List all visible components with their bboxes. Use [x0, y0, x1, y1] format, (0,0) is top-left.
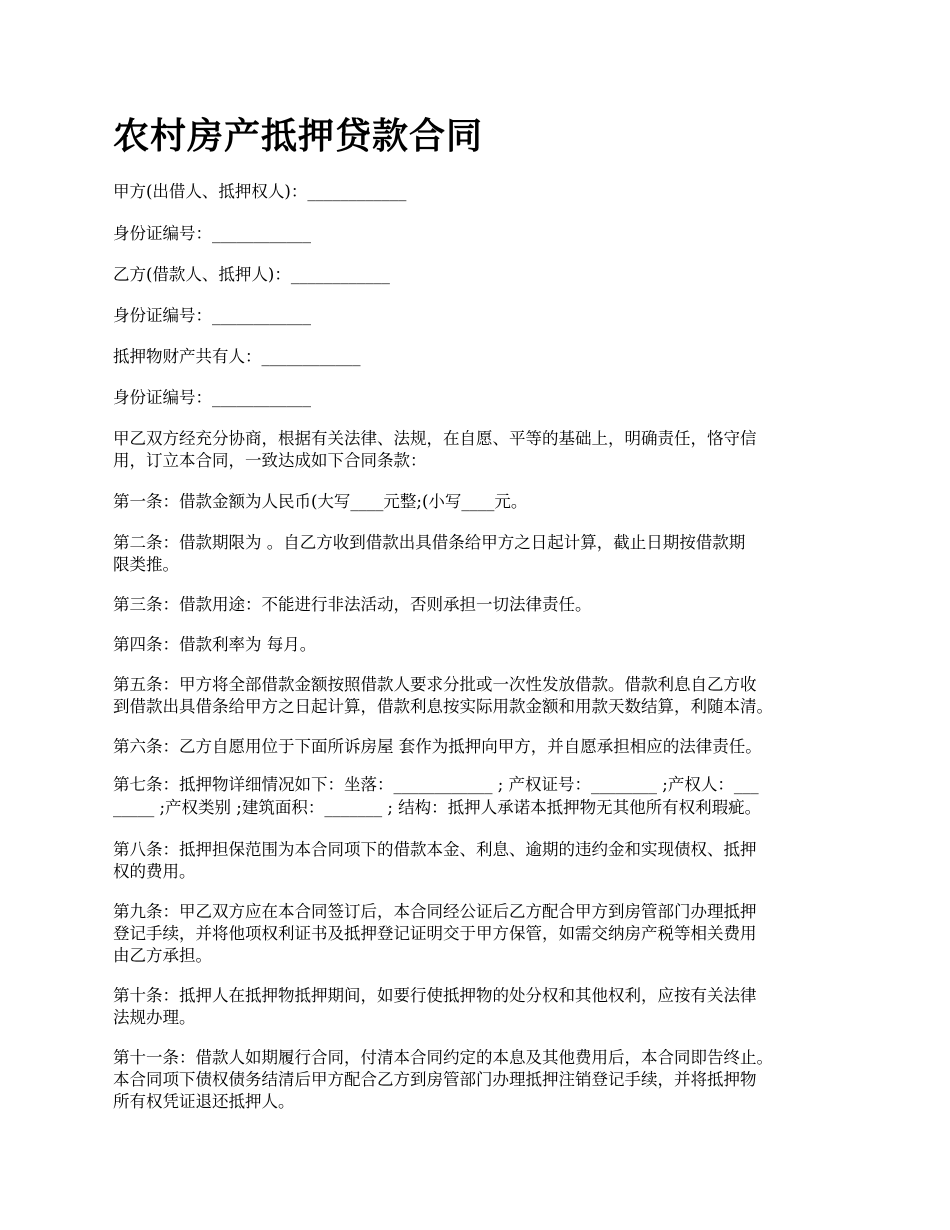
article-8-line-2: 权的费用。: [113, 862, 196, 881]
article-6-line-1: 第六条：乙方自愿用位于下面所诉房屋 套作为抵押向甲方，并自愿承担相应的法律责任。: [113, 737, 762, 756]
article-5-line-2: 到借款出具借条给甲方之日起计算，借款利息按实际用款金额和用款天数结算，利随本清。: [113, 697, 773, 716]
article-1-line-1: 第一条：借款金额为人民币(大写____元整;(小写____元。: [113, 492, 528, 511]
article-3-line-1: 第三条：借款用途：不能进行非法活动，否则承担一切法律责任。: [113, 595, 592, 614]
article-7-line-1: 第七条：抵押物详细情况如下：坐落：____________ ; 产权证号：________ ;产权人：___: [113, 775, 759, 794]
article-8-line-1: 第八条：抵押担保范围为本合同项下的借款本金、利息、逾期的违约金和实现债权、抵押: [113, 840, 757, 859]
party-a-id-line: 身份证编号：____________: [113, 224, 311, 243]
party-a-line: 甲方(出借人、抵押权人)：____________: [113, 182, 407, 201]
intro-line-1: 甲乙双方经充分协商，根据有关法律、法规，在自愿、平等的基础上，明确责任，恪守信: [113, 429, 757, 448]
co-owner-line: 抵押物财产共有人：____________: [113, 347, 361, 366]
article-4-line-1: 第四条：借款利率为 每月。: [113, 635, 317, 654]
article-11-line-1: 第十一条：借款人如期履行合同，付清本合同约定的本息及其他费用后，本合同即告终止。: [113, 1048, 773, 1067]
article-11-line-2: 本合同项下债权债务结清后甲方配合乙方到房管部门办理抵押注销登记手续，并将抵押物: [113, 1070, 757, 1089]
co-owner-id-line: 身份证编号：____________: [113, 388, 311, 407]
article-5-line-1: 第五条：甲方将全部借款金额按照借款人要求分批或一次性发放借款。借款利息自乙方收: [113, 675, 757, 694]
article-10-line-1: 第十条：抵押人在抵押物抵押期间，如要行使抵押物的处分权和其他权利，应按有关法律: [113, 986, 757, 1005]
article-2-line-1: 第二条：借款期限为 。自乙方收到借款出具借条给甲方之日起计算，截止日期按借款期: [113, 533, 746, 552]
party-b-id-line: 身份证编号：____________: [113, 306, 311, 325]
article-11-line-3: 所有权凭证退还抵押人。: [113, 1092, 295, 1111]
article-9-line-3: 由乙方承担。: [113, 946, 212, 965]
intro-line-2: 用，订立本合同，一致达成如下合同条款：: [113, 451, 427, 470]
article-10-line-2: 法规办理。: [113, 1008, 196, 1027]
party-b-line: 乙方(借款人、抵押人)：____________: [113, 265, 390, 284]
article-2-line-2: 限类推。: [113, 555, 179, 574]
article-7-line-2: _____ ;产权类别 ;建筑面积：_______ ; 结构：抵押人承诺本抵押物无其他所有权利瑕疵。: [113, 798, 762, 817]
article-9-line-1: 第九条：甲乙双方应在本合同签订后，本合同经公证后乙方配合甲方到房管部门办理抵押: [113, 902, 757, 921]
document-title: 农村房产抵押贷款合同: [113, 115, 484, 157]
article-9-line-2: 登记手续，并将他项权利证书及抵押登记证明交于甲方保管，如需交纳房产税等相关费用: [113, 924, 757, 943]
